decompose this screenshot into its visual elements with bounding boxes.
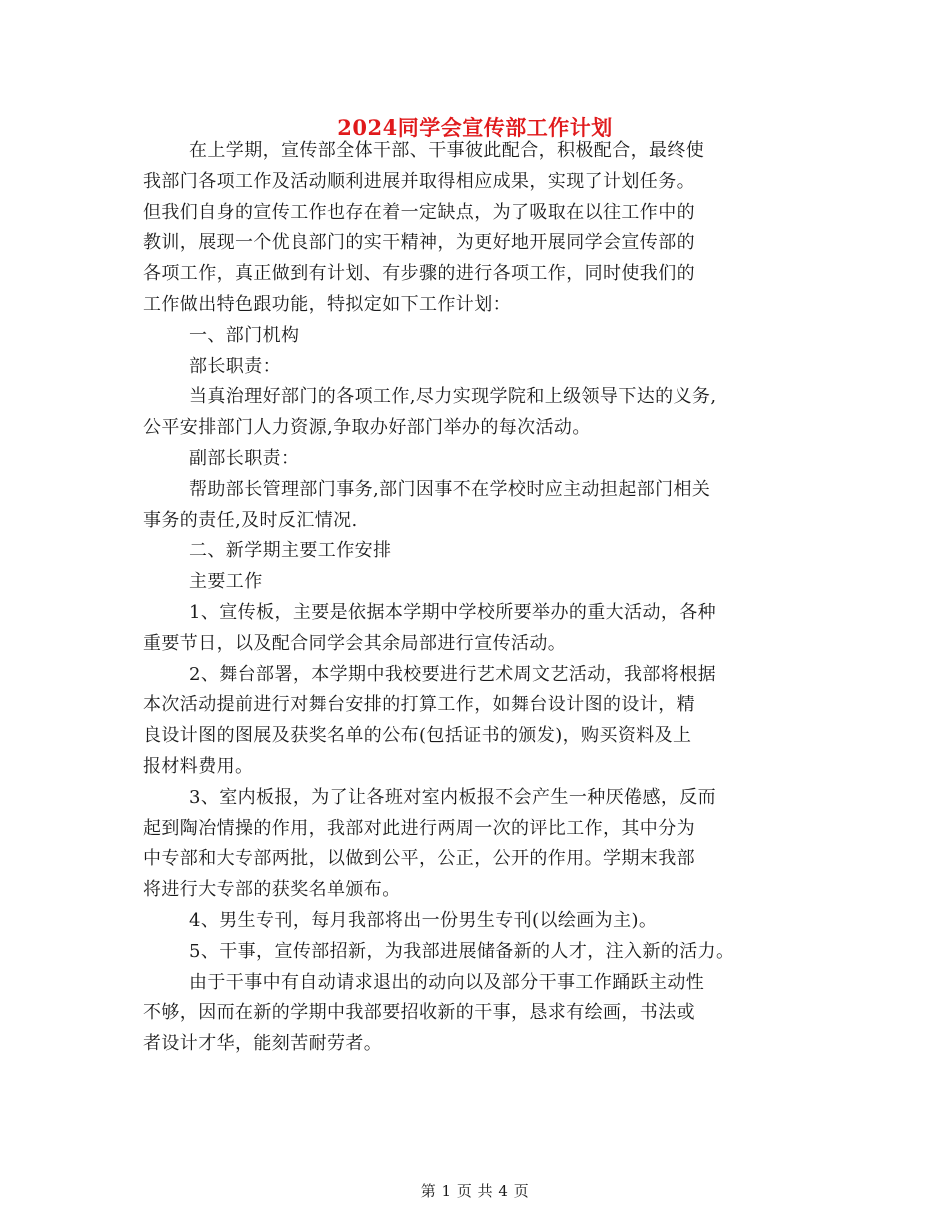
subheading: 主要工作: [189, 571, 263, 593]
paragraph-line: 当真治理好部门的各项工作,尽力实现学院和上级领导下达的义务,: [189, 386, 717, 408]
paragraph-line: 由于干事中有自动请求退出的动向以及部分干事工作踊跃主动性: [189, 971, 705, 993]
list-item-line: 重要节日，以及配合同学会其余局部进行宣传活动。: [143, 632, 567, 654]
subheading: 副部长职责：: [189, 447, 300, 469]
list-item-line: 良设计图的图展及获奖名单的公布(包括证书的颁发)，购买资料及上: [143, 725, 692, 747]
subheading: 部长职责：: [189, 355, 281, 377]
list-item-line: 2、舞台部署，本学期中我校要进行艺术周文艺活动，我部将根据: [189, 663, 717, 685]
list-item-line: 起到陶冶情操的作用，我部对此进行两周一次的评比工作，其中分为: [143, 817, 695, 839]
paragraph-line: 教训，展现一个优良部门的实干精神，为更好地开展同学会宣传部的: [143, 232, 695, 254]
paragraph-line: 工作做出特色跟功能，特拟定如下工作计划：: [143, 293, 511, 315]
paragraph-line: 我部门各项工作及活动顺利进展并取得相应成果，实现了计划任务。: [143, 170, 695, 192]
list-item-line: 中专部和大专部两批，以做到公平，公正，公开的作用。学期末我部: [143, 848, 695, 870]
paragraph-line: 者设计才华，能刻苦耐劳者。: [143, 1033, 383, 1055]
document-body: [143, 136, 823, 1060]
list-item-line: 3、室内板报，为了让各班对室内板报不会产生一种厌倦感，反而: [189, 786, 717, 808]
section-heading: 一、部门机构: [189, 324, 300, 346]
list-item-line: 5、干事，宣传部招新，为我部进展储备新的人才，注入新的活力。: [189, 940, 735, 962]
section-heading: 二、新学期主要工作安排: [189, 540, 392, 562]
page-number-footer: 第 1 页 共 4 页: [420, 1182, 530, 1200]
list-item-line: 1、宣传板，主要是依据本学期中学校所要举办的重大活动，各种: [189, 601, 717, 623]
list-item-line: 将进行大专部的获奖名单颁布。: [143, 879, 401, 901]
paragraph-line: 公平安排部门人力资源,争取办好部门举办的每次活动。: [143, 417, 591, 439]
paragraph-line: 各项工作，真正做到有计划、有步骤的进行各项工作，同时使我们的: [143, 263, 695, 285]
paragraph-line: 事务的责任,及时反汇情况.: [143, 509, 358, 531]
document-title: 2024同学会宣传部工作计划: [337, 115, 613, 140]
list-item-line: 4、男生专刊，每月我部将出一份男生专刊(以绘画为主)。: [189, 909, 658, 931]
paragraph-line: 在上学期，宣传部全体干部、干事彼此配合，积极配合，最终使: [189, 140, 705, 161]
list-item-line: 本次活动提前进行对舞台安排的打算工作，如舞台设计图的设计，精: [143, 694, 695, 716]
paragraph-line: 但我们自身的宣传工作也存在着一定缺点，为了吸取在以往工作中的: [143, 201, 695, 223]
list-item-line: 报材料费用。: [143, 755, 254, 777]
paragraph-line: 不够，因而在新的学期中我部要招收新的干事，恳求有绘画，书法或: [143, 1002, 695, 1024]
paragraph-line: 帮助部长管理部门事务,部门因事不在学校时应主动担起部门相关: [189, 478, 711, 500]
